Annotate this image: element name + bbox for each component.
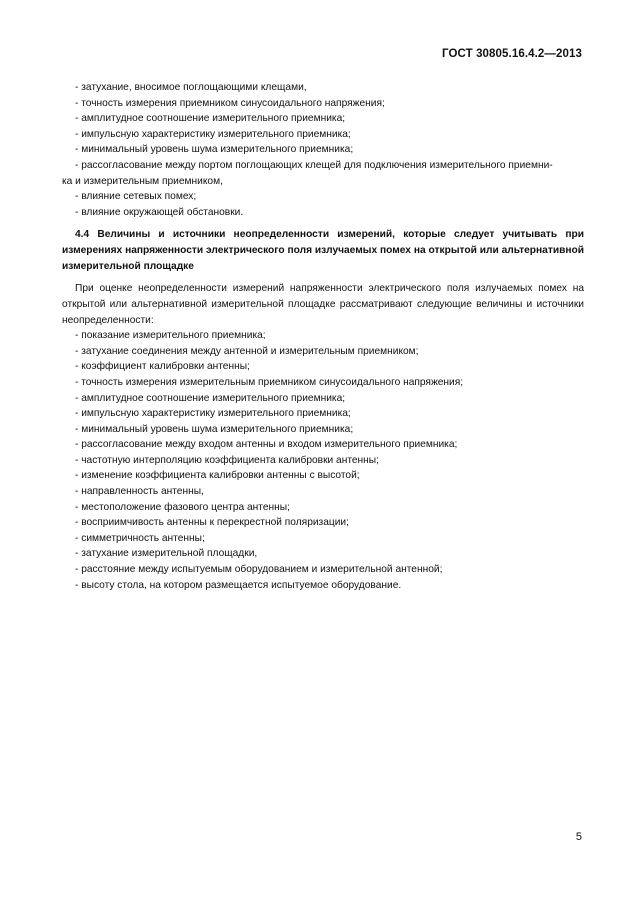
list-item: - изменение коэффициента калибровки антенны с высотой; (75, 470, 360, 482)
list-item: - амплитудное соотношение измерительного приемника; (75, 392, 346, 404)
list-item: - затухание измерительной площадки, (75, 548, 258, 560)
list-item: - импульсную характеристику измерительного приемника; (75, 128, 351, 140)
list-item: - точность измерения измерительным приемником синусоидального напряжения; (75, 376, 464, 388)
list-item: - амплитудное соотношение измерительного приемника; (75, 113, 346, 125)
list-item: - точность измерения приемником синусоидального напряжения; (75, 97, 385, 109)
list-item: - симметричность антенны; (75, 532, 205, 544)
section-heading: 4.4 Величины и источники неопределенности измерений, которые следует учитывать при измерениях напряженности электрического поля излучаемых помех на открытой или альтернативной измерительной площадке (62, 229, 584, 273)
list-item: - импульсную характеристику измерительного приемника; (75, 408, 351, 420)
list-item: - затухание, вносимое поглощающими клещами, (75, 82, 307, 93)
list-item: - частотную интерполяцию коэффициента калибровки антенны; (75, 454, 379, 466)
list-item: - местоположение фазового центра антенны; (75, 501, 290, 513)
uncertainty-sources-list (62, 328, 584, 593)
list-item: - рассогласование между портом поглощающих клещей для подключения измерительного приемни- (75, 159, 553, 171)
section-intro-paragraph: При оценке неопределенности измерений напряженности электрического поля излучаемых помех на открытой или альтернативной измерительной площадке рассматривают следующие величины и источники неопределенности: (62, 283, 584, 326)
page-content (62, 80, 584, 593)
list-item: - восприимчивость антенны к перекрестной поляризации; (75, 517, 349, 529)
list-item: - направленность антенны, (75, 486, 204, 498)
list-item: - влияние окружающей обстановки. (75, 206, 244, 218)
list-item: - рассогласование между входом антенны и входом измерительного приемника; (75, 439, 458, 451)
list-item: - расстояние между испытуемым оборудованием и измерительной антенной; (75, 564, 443, 576)
list-item: - высоту стола, на котором размещается испытуемое оборудование. (75, 579, 402, 591)
document-code-header: ГОСТ 30805.16.4.2—2013 (442, 48, 582, 60)
influence-factors-list (62, 80, 584, 220)
list-item: - коэффициент калибровки антенны; (75, 361, 250, 373)
page-number: 5 (575, 831, 582, 843)
list-item: - минимальный уровень шума измерительного приемника; (75, 144, 354, 156)
list-item: - минимальный уровень шума измерительного приемника; (75, 423, 354, 435)
list-item: - затухание соединения между антенной и измерительным приемником; (75, 345, 419, 357)
list-item-continuation: ка и измерительным приемником, (62, 175, 223, 187)
list-item: - показание измерительного приемника; (75, 330, 266, 342)
list-item: - влияние сетевых помех; (75, 191, 197, 203)
